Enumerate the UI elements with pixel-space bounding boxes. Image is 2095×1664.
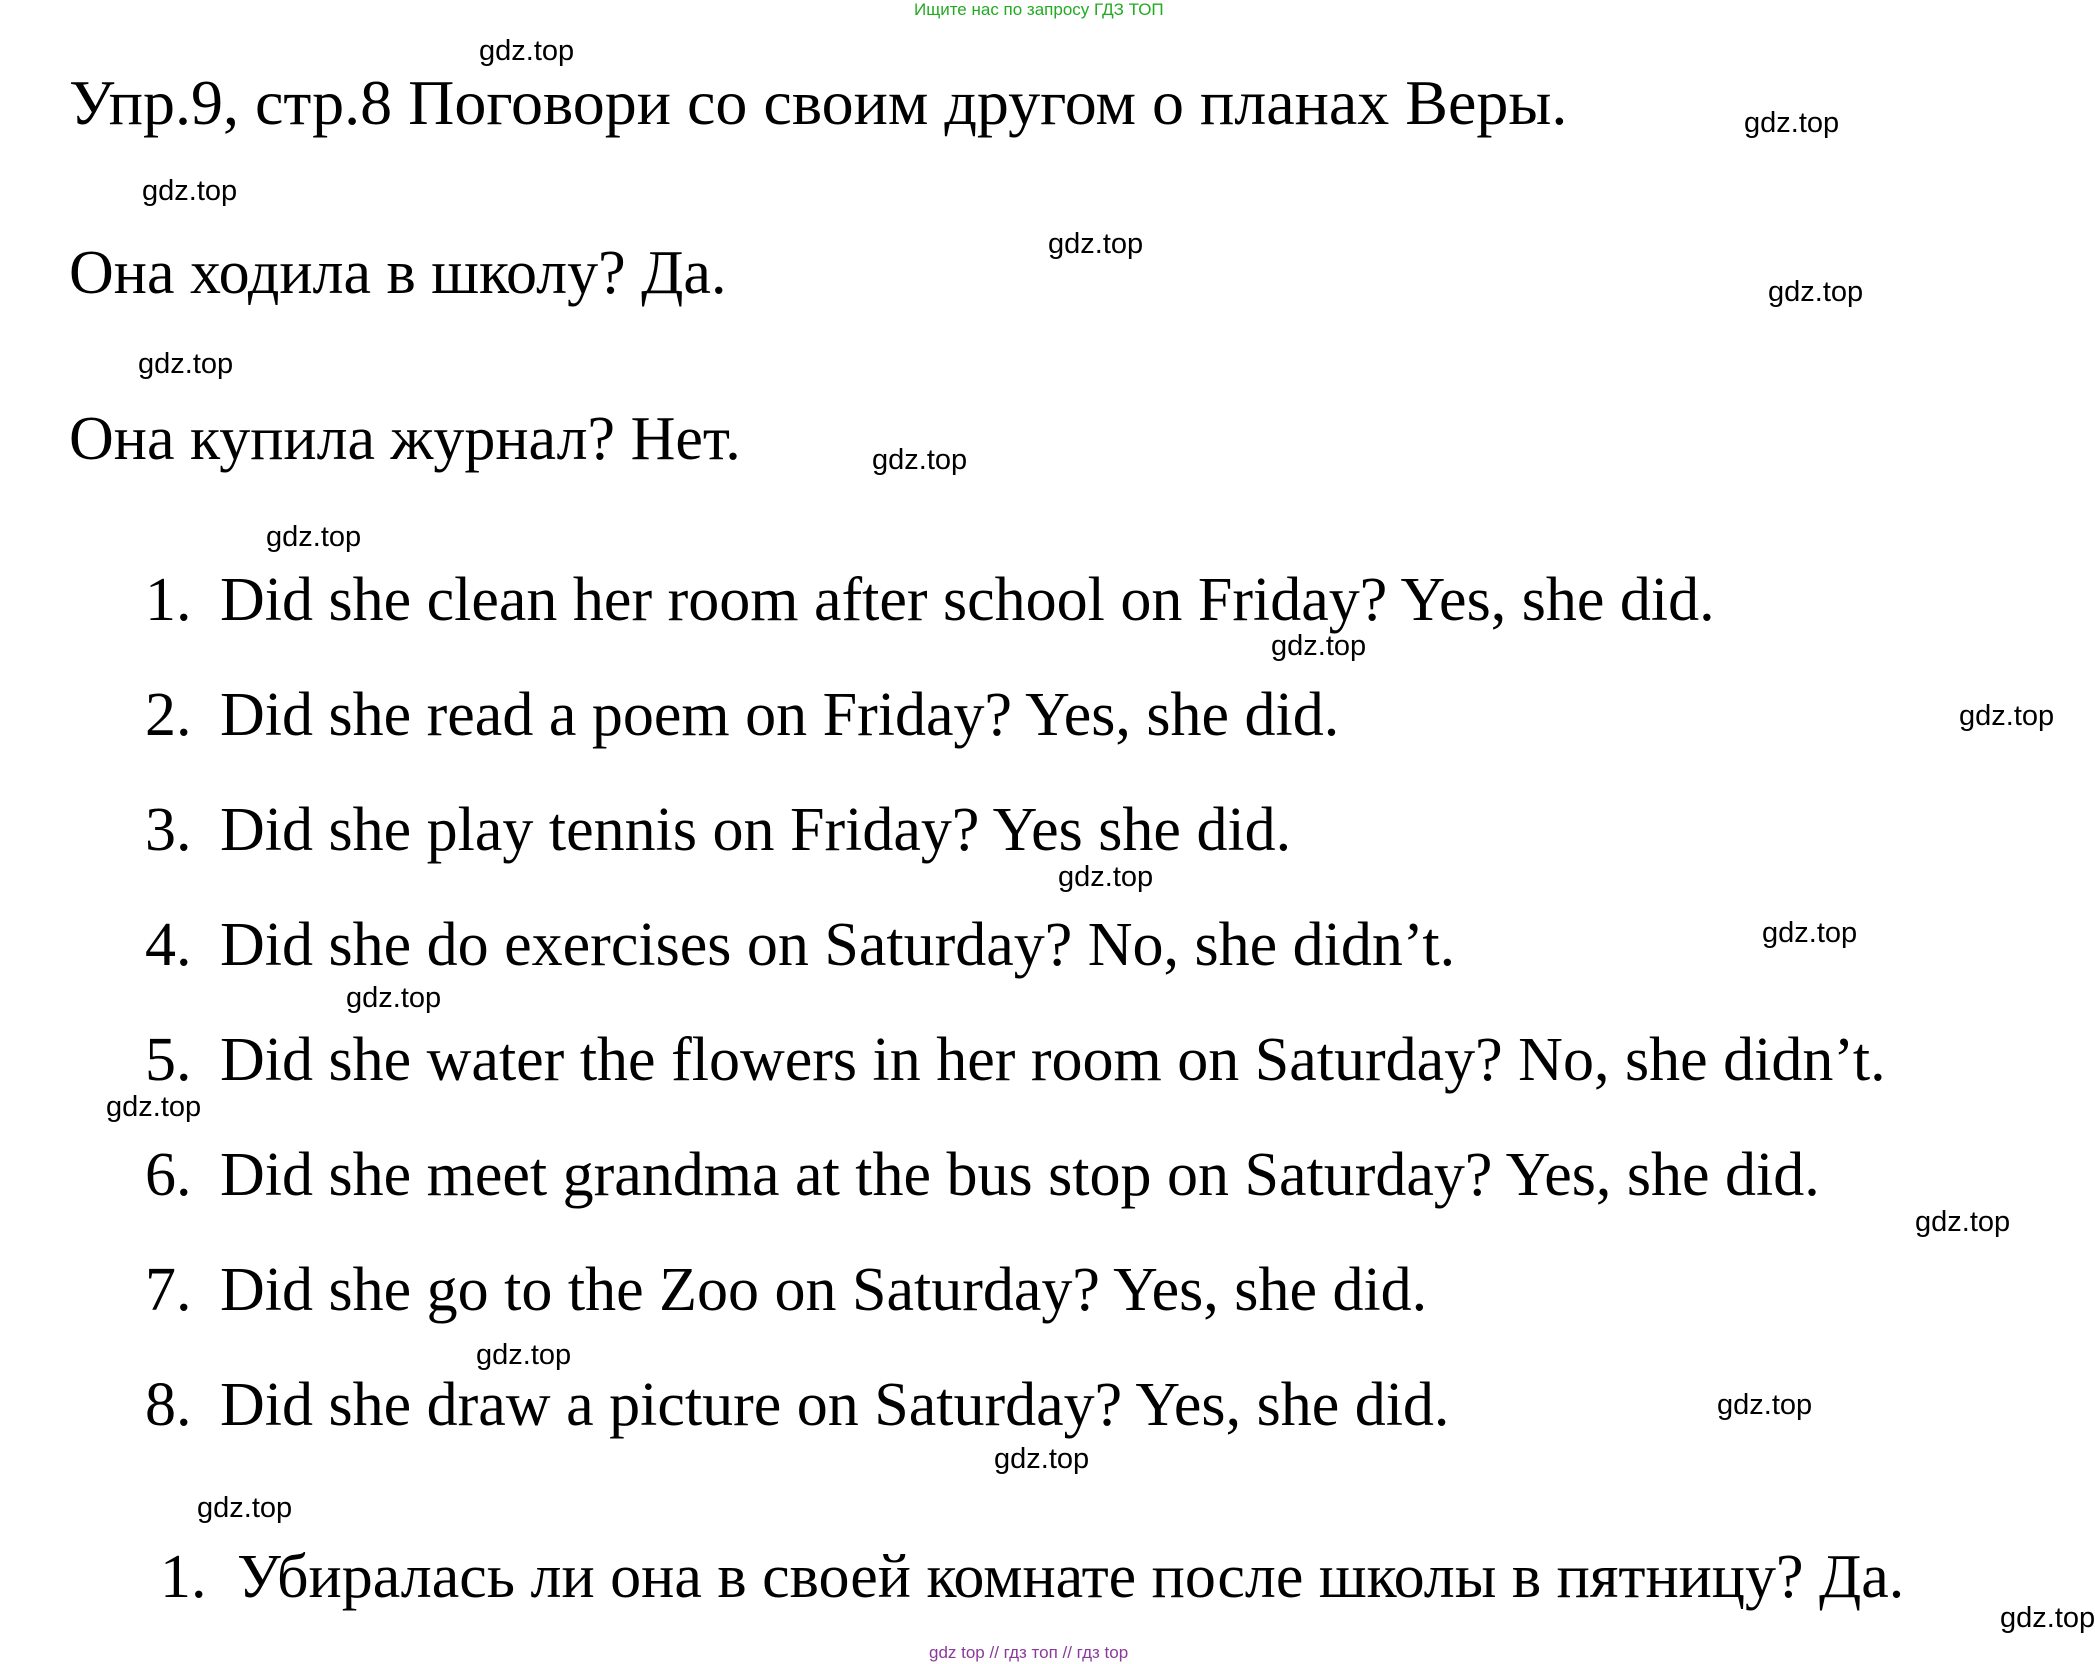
list-item [145, 1370, 1449, 1441]
watermark: gdz.top [1717, 1389, 1813, 1421]
exercise-title: Упр.9, стр.8 Поговори со своим другом о планах Веры. [69, 67, 1568, 138]
watermark: gdz.top [1768, 276, 1864, 308]
item-number: 1. [145, 566, 192, 634]
list-item [145, 680, 1339, 751]
item-text: Did she go to the Zoo on Saturday? Yes, she did. [220, 1256, 1428, 1324]
watermark: gdz.top [2000, 1602, 2095, 1634]
item-number: 4. [145, 911, 192, 979]
question-line-1: Она ходила в школу? Да. [69, 239, 727, 307]
list-item [145, 1025, 1886, 1096]
watermark: gdz.top [476, 1339, 572, 1371]
watermark: gdz.top [197, 1492, 293, 1524]
watermark: gdz.top [872, 444, 968, 476]
watermark: gdz.top [1744, 107, 1840, 139]
ru-list-item [160, 1542, 1904, 1613]
item-number: 1. [160, 1543, 207, 1611]
watermark: gdz.top [994, 1443, 1090, 1475]
watermark: gdz.top [1915, 1206, 2011, 1238]
watermark: gdz.top [138, 348, 234, 380]
watermark: gdz.top [106, 1091, 202, 1123]
item-text: Убиралась ли она в своей комнате после школы в пятницу? Да. [237, 1543, 1905, 1611]
item-number: 5. [145, 1026, 192, 1094]
watermark: gdz.top [1058, 861, 1154, 893]
item-number: 8. [145, 1371, 192, 1439]
list-item [145, 910, 1455, 981]
item-text: Did she draw a picture on Saturday? Yes, she did. [220, 1371, 1450, 1439]
watermark: gdz.top [266, 521, 362, 553]
bottom-banner: gdz top // гдз топ // гдз top [929, 1643, 1129, 1662]
watermark: gdz.top [479, 35, 575, 67]
item-number: 2. [145, 681, 192, 749]
list-item [145, 1140, 1820, 1211]
watermark: gdz.top [1271, 630, 1367, 662]
item-text: Did she read a poem on Friday? Yes, she did. [220, 681, 1340, 749]
watermark: gdz.top [1959, 700, 2055, 732]
item-number: 3. [145, 796, 192, 864]
watermark: gdz.top [142, 175, 238, 207]
item-text: Did she meet grandma at the bus stop on Saturday? Yes, she did. [220, 1141, 1820, 1209]
item-text: Did she do exercises on Saturday? No, she didn’t. [220, 911, 1456, 979]
item-text: Did she water the flowers in her room on Saturday? No, she didn’t. [220, 1026, 1886, 1094]
list-item [145, 795, 1291, 866]
item-text: Did she play tennis on Friday? Yes she did. [220, 796, 1292, 864]
question-line-2: Она купила журнал? Нет. [69, 405, 741, 473]
top-banner: Ищите нас по запросу ГДЗ ТОП [914, 0, 1164, 19]
item-number: 6. [145, 1141, 192, 1209]
list-item [145, 565, 1715, 636]
list-item [145, 1255, 1427, 1326]
item-number: 7. [145, 1256, 192, 1324]
watermark: gdz.top [346, 982, 442, 1014]
watermark: gdz.top [1048, 228, 1144, 260]
watermark: gdz.top [1762, 917, 1858, 949]
item-text: Did she clean her room after school on Friday? Yes, she did. [220, 566, 1715, 634]
